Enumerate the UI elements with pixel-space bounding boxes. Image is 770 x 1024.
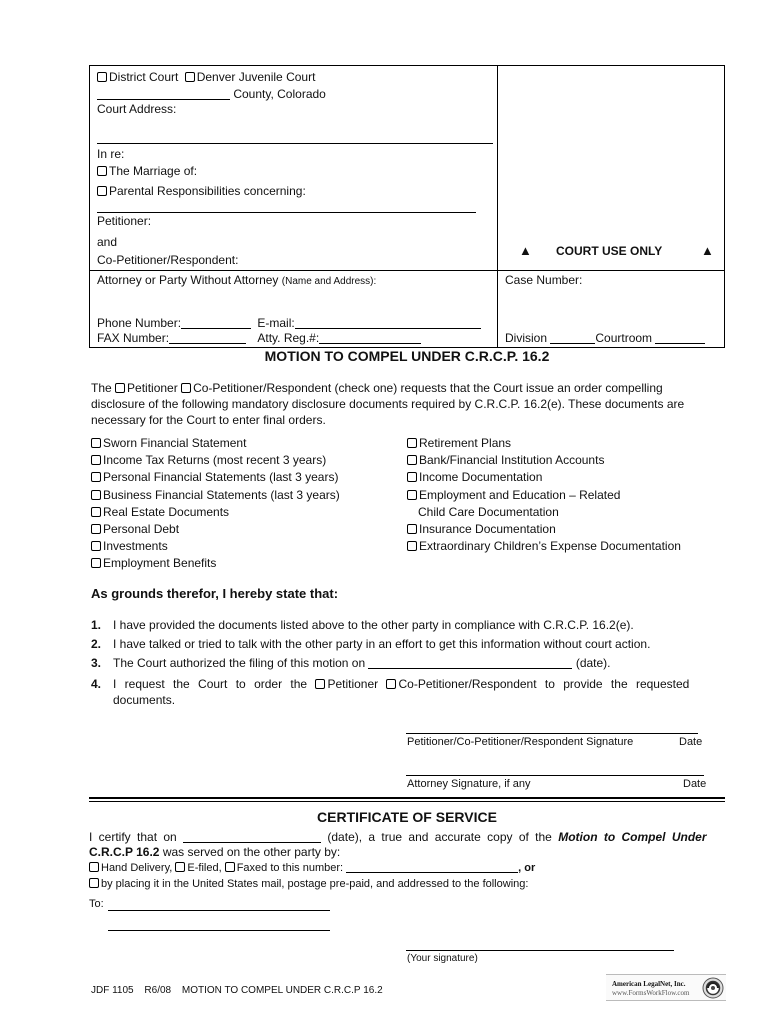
certificate-heading: CERTIFICATE OF SERVICE <box>317 809 497 825</box>
attorney-label-text: Attorney or Party Without Attorney <box>97 273 279 287</box>
document-label: Insurance Documentation <box>419 522 556 537</box>
marriage-label: The Marriage of: <box>109 164 198 178</box>
phone-label: Phone Number: <box>97 316 182 330</box>
fax-field[interactable] <box>169 333 246 344</box>
list-item <box>407 521 681 538</box>
attorney-label <box>97 273 376 287</box>
list-item <box>407 469 681 486</box>
case-number-label: Case Number: <box>505 273 583 287</box>
document-checkbox[interactable] <box>91 524 101 534</box>
form-revision: R6/08 <box>144 985 172 996</box>
petitioner-label: Petitioner: <box>97 214 152 228</box>
ground-item-4-line-2: documents. <box>113 693 176 707</box>
intro-line-2: disclosure of the following mandatory disclosure documents required by C.R.C.P. 16.2(e). These documents are <box>91 397 685 411</box>
ground-number: 2. <box>91 637 102 651</box>
atty-reg-label: Atty. Reg.#: <box>257 331 320 345</box>
certify-title-2: C.R.C.P 16.2 <box>89 845 160 859</box>
publisher-name: American LegalNet, Inc. <box>612 980 686 988</box>
and-label: and <box>97 235 118 249</box>
list-item <box>91 538 340 555</box>
ground-text: The Court authorized the filing of this motion on <box>113 656 366 670</box>
order-petitioner-label: Petitioner <box>327 677 379 691</box>
document-label: Personal Financial Statements (last 3 years) <box>103 470 339 485</box>
publisher-badge <box>606 974 726 1001</box>
denver-juvenile-court-checkbox[interactable] <box>185 72 195 82</box>
your-signature-field[interactable] <box>406 950 674 951</box>
intro-rest: (check one) requests that the Court issue an order compelling <box>334 381 663 395</box>
intro-line-3: necessary for the Court to enter final orders. <box>91 413 326 427</box>
page-title: MOTION TO COMPEL UNDER C.R.C.P. 16.2 <box>264 348 550 364</box>
form-title: MOTION TO COMPEL UNDER C.R.C.P 16.2 <box>181 985 383 996</box>
intro-petitioner-checkbox[interactable] <box>115 383 125 393</box>
documents-left-list <box>91 435 340 573</box>
division-field[interactable] <box>550 333 595 344</box>
hand-delivery-checkbox[interactable] <box>89 862 99 872</box>
parental-responsibilities-checkbox[interactable] <box>97 186 107 196</box>
document-label: Income Documentation <box>419 470 543 485</box>
document-label: Employment Benefits <box>103 556 217 571</box>
efiled-label: E-filed, <box>187 862 222 874</box>
document-label: Investments <box>103 539 168 554</box>
faxed-checkbox[interactable] <box>225 862 235 872</box>
publisher-website: www.FormsWorkFlow.com <box>612 989 690 997</box>
court-address-field[interactable] <box>97 143 493 144</box>
list-item <box>91 504 340 521</box>
order-copetitioner-label: Co-Petitioner/Respondent to provide the requested <box>398 677 690 691</box>
intro-petitioner-label: Petitioner <box>127 381 178 395</box>
efiled-checkbox[interactable] <box>175 862 185 872</box>
document-checkbox[interactable] <box>407 438 417 448</box>
intro-the: The <box>91 381 112 395</box>
address-field-2[interactable] <box>108 930 330 931</box>
list-item <box>407 452 681 469</box>
ground-number: 4. <box>91 677 102 691</box>
county-line <box>97 87 326 101</box>
ground-text-wrap <box>113 677 689 691</box>
phone-email-line <box>97 316 481 330</box>
certify-mid: (date), a true and accurate copy of the <box>327 830 552 844</box>
document-checkbox[interactable] <box>407 524 417 534</box>
certificate-line-2 <box>89 845 340 859</box>
form-id: JDF 1105 <box>91 985 134 996</box>
list-item <box>91 452 340 469</box>
certify-pre: I certify that on <box>89 830 177 844</box>
caption-divider-horizontal <box>89 270 725 271</box>
document-label: Business Financial Statements (last 3 years) <box>103 487 340 502</box>
attorney-signature-label: Attorney Signature, if any <box>407 778 531 790</box>
document-label: Retirement Plans <box>419 436 512 450</box>
service-date-field[interactable] <box>183 832 321 843</box>
email-field[interactable] <box>295 318 481 329</box>
list-item <box>407 538 681 555</box>
list-item <box>91 521 340 538</box>
ground-item-4 <box>91 677 690 691</box>
service-methods <box>89 862 535 874</box>
document-checkbox[interactable] <box>407 472 417 482</box>
denver-juvenile-court-label: Denver Juvenile Court <box>196 70 316 84</box>
parties-field[interactable] <box>97 212 476 213</box>
document-label: Real Estate Documents <box>103 504 230 519</box>
copetitioner-label: Co-Petitioner/Respondent: <box>97 253 239 267</box>
document-label: Employment and Education – Related <box>419 487 621 502</box>
ground-text: I have talked or tried to talk with the other party in an effort to get this information without court action. <box>113 637 651 651</box>
documents-right-list <box>407 435 681 555</box>
document-checkbox[interactable] <box>407 541 417 551</box>
mail-checkbox[interactable] <box>89 878 99 888</box>
mail-label: by placing it in the United States mail, postage pre-paid, and addressed to the following: <box>101 878 529 890</box>
ground-number: 1. <box>91 618 102 632</box>
faxed-label: Faxed to this number: <box>236 862 344 874</box>
ground-item-2 <box>91 637 651 651</box>
division-courtroom-line <box>505 331 705 345</box>
county-field[interactable] <box>97 89 230 100</box>
authorization-date-field[interactable] <box>368 658 572 669</box>
document-checkbox[interactable] <box>407 490 417 500</box>
phone-field[interactable] <box>181 318 251 329</box>
document-label: Personal Debt <box>103 522 180 537</box>
to-label: To: <box>89 898 104 910</box>
attorney-date-label: Date <box>683 778 707 790</box>
caption-divider-vertical <box>497 65 498 348</box>
list-item <box>407 435 681 452</box>
intro-copetitioner-checkbox[interactable] <box>181 383 191 393</box>
order-petitioner-checkbox[interactable] <box>315 679 325 689</box>
document-checkbox[interactable] <box>407 455 417 465</box>
document-checkbox[interactable] <box>91 490 101 500</box>
ground-text: I request the Court to order the <box>113 677 308 691</box>
ground-number: 3. <box>91 656 102 670</box>
ground-item-1 <box>91 618 634 632</box>
attorney-signature-field[interactable] <box>406 775 704 776</box>
intro-copetitioner-label: Co-Petitioner/Respondent <box>193 381 332 395</box>
court-use-only-label: COURT USE ONLY <box>556 244 663 258</box>
list-item <box>91 469 340 486</box>
document-checkbox[interactable] <box>91 438 101 448</box>
document-label: Sworn Financial Statement <box>103 436 247 450</box>
courtroom-field[interactable] <box>655 333 705 344</box>
list-item <box>91 435 340 452</box>
document-checkbox[interactable] <box>91 472 101 482</box>
footer-form-info <box>91 985 383 996</box>
order-copetitioner-checkbox[interactable] <box>386 679 396 689</box>
court-address-label: Court Address: <box>97 102 177 116</box>
or-label: , or <box>518 862 536 874</box>
document-label: Bank/Financial Institution Accounts <box>419 453 605 468</box>
triangle-up-icon: ▲ <box>519 243 532 258</box>
marriage-checkbox[interactable] <box>97 166 107 176</box>
list-item <box>91 487 340 504</box>
parental-option <box>97 184 306 198</box>
parental-label: Parental Responsibilities concerning: <box>109 184 306 198</box>
section-divider <box>89 797 725 799</box>
courtroom-label: Courtroom <box>595 331 653 345</box>
mail-method <box>89 878 528 890</box>
division-label: Division <box>505 331 548 345</box>
certificate-line-1 <box>89 830 707 844</box>
email-label: E-mail: <box>257 316 295 330</box>
document-label: Extraordinary Children’s Expense Documentation <box>419 539 681 554</box>
fax-reg-line <box>97 331 421 345</box>
intro-line-1 <box>91 381 719 395</box>
list-item-continuation: Child Care Documentation <box>418 504 559 519</box>
address-field-1[interactable] <box>108 910 330 911</box>
certify-title: Motion to Compel Under <box>558 830 707 844</box>
triangle-up-icon: ▲ <box>701 243 714 258</box>
marriage-option <box>97 164 197 178</box>
petitioner-signature-label: Petitioner/Co-Petitioner/Respondent Signature <box>407 736 634 748</box>
list-item <box>407 487 681 504</box>
ground-text-post: (date). <box>575 656 611 670</box>
hand-delivery-label: Hand Delivery, <box>101 862 173 874</box>
petitioner-date-label: Date <box>679 736 703 748</box>
grounds-heading: As grounds therefor, I hereby state that: <box>91 586 339 601</box>
county-suffix: County, Colorado <box>233 87 326 101</box>
ground-text-wrap <box>113 656 611 670</box>
publisher-logo-icon <box>702 977 724 999</box>
caption-box <box>89 65 725 348</box>
document-checkbox[interactable] <box>91 541 101 551</box>
document-checkbox[interactable] <box>91 455 101 465</box>
ground-text: I have provided the documents listed above to the other party in compliance with C.R.C.P. 16.2(e). <box>113 618 634 632</box>
list-item <box>91 555 340 572</box>
fax-number-field[interactable] <box>346 862 518 873</box>
district-court-label: District Court <box>109 70 179 84</box>
court-options <box>97 70 315 84</box>
ground-item-3 <box>91 656 611 670</box>
section-divider <box>89 801 725 802</box>
attorney-sub-label: (Name and Address): <box>281 276 377 287</box>
certify-post: was served on the other party by: <box>162 845 341 859</box>
document-checkbox[interactable] <box>91 507 101 517</box>
in-re-label: In re: <box>97 147 125 161</box>
district-court-checkbox[interactable] <box>97 72 107 82</box>
document-checkbox[interactable] <box>91 558 101 568</box>
petitioner-signature-field[interactable] <box>406 733 698 734</box>
atty-reg-field[interactable] <box>319 333 421 344</box>
document-label: Income Tax Returns (most recent 3 years) <box>103 453 327 468</box>
fax-label: FAX Number: <box>97 331 170 345</box>
your-signature-label: (Your signature) <box>407 953 478 964</box>
